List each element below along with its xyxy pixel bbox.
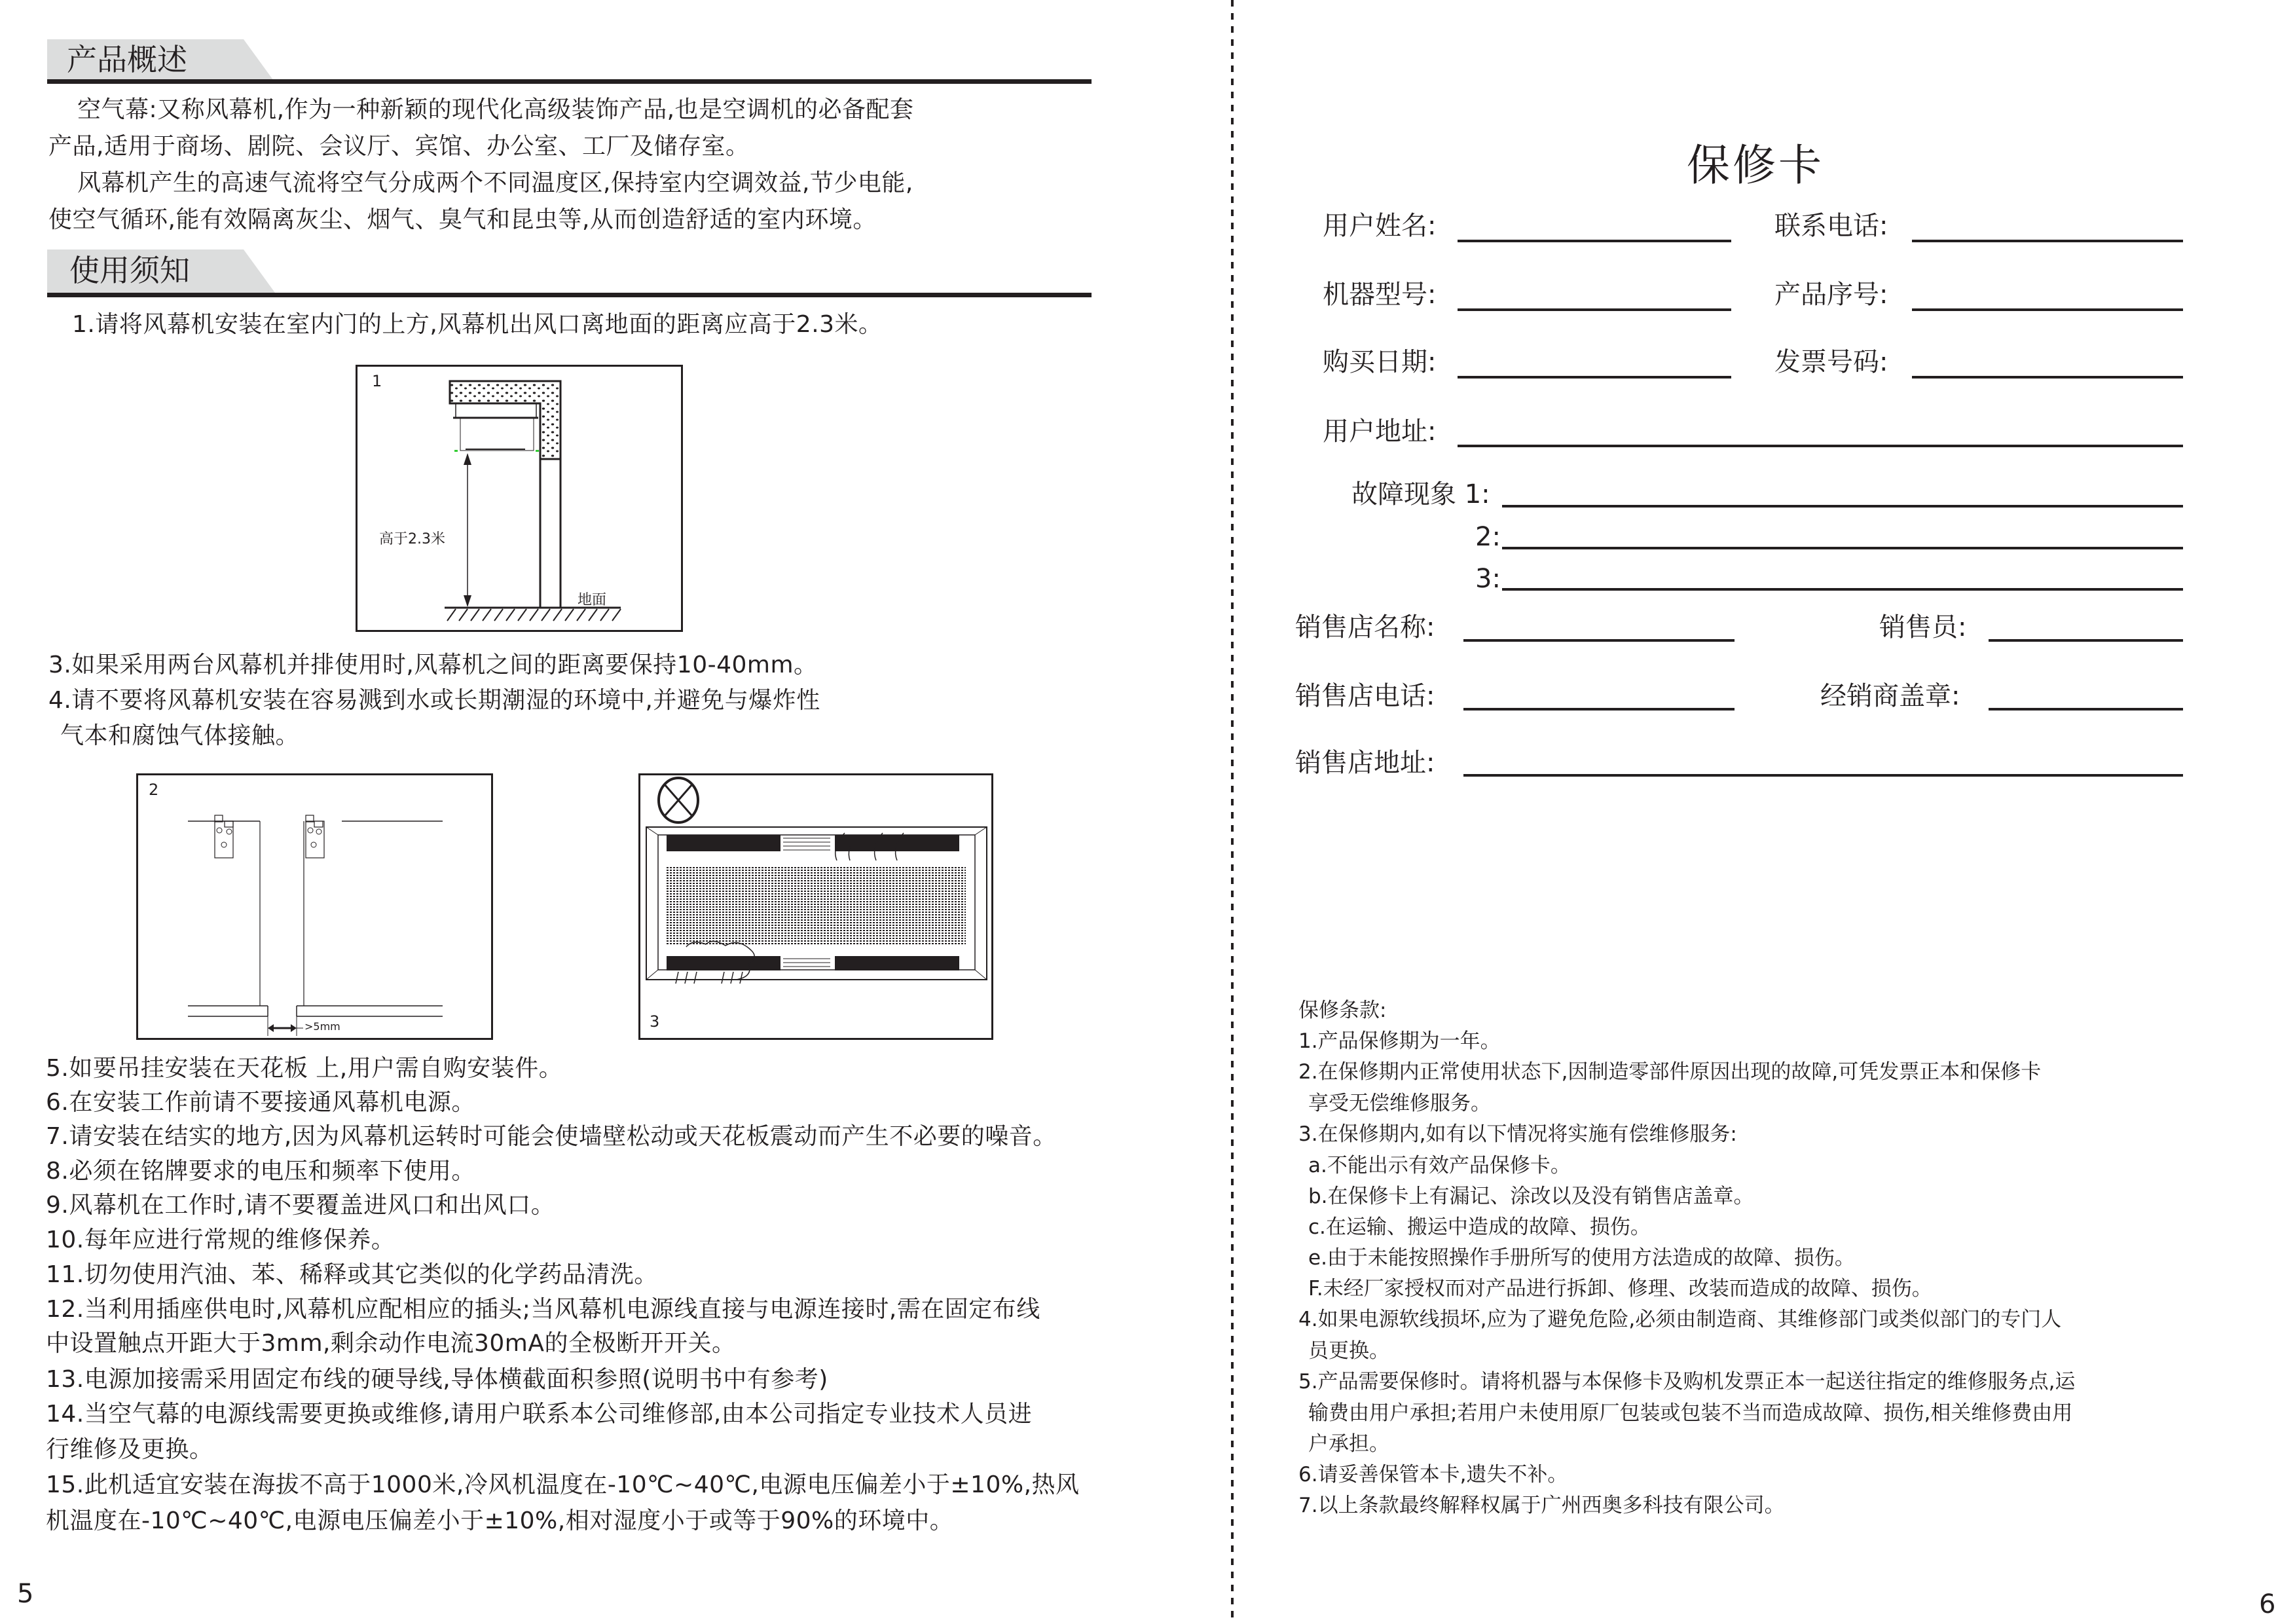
overview-paragraph-line: 产品,适用于商场、剧院、会议厅、宾馆、办公室、工厂及储存室。 [48,133,750,160]
overview-paragraph-line: 使空气循环,能有效隔离灰尘、烟气、臭气和昆虫等,从而创造舒适的室内环境。 [48,206,877,233]
warranty-terms-heading: 保修条款: [1298,999,1387,1022]
fault-3-label: 3: [1475,564,1501,594]
fault-1-field[interactable] [1502,505,2183,507]
warranty-card-title: 保修卡 [1687,140,1824,191]
figure-2-number: 2 [149,781,159,799]
warranty-term: 7.以上条款最终解释权属于广州西奥多科技有限公司。 [1298,1494,1785,1517]
store-phone-field[interactable] [1463,708,1735,710]
warranty-term: 员更换。 [1308,1339,1389,1363]
overview-paragraph-line: 风幕机产生的高速气流将空气分成两个不同温度区,保持室内空调效益,节少电能, [77,170,913,196]
notice-item-4-line2: 气本和腐蚀气体接触。 [60,722,300,749]
serial-label: 产品序号: [1774,280,1888,310]
store-address-label: 销售店地址: [1295,748,1435,778]
user-address-label: 用户地址: [1323,416,1437,447]
figure-1-ground-label: 地面 [578,592,607,608]
notice-item-1: 1.请将风幕机安装在室内门的上方,风幕机出风口离地面的距离应高于2.3米。 [72,311,883,338]
fault-3-field[interactable] [1502,588,2183,591]
notice-item: 15.此机适宜安装在海拔不高于1000米,冷风机温度在-10℃~40℃,电源电压偏差小于±10%,热风 [46,1471,1080,1498]
page-number-left: 5 [17,1579,34,1609]
user-name-field[interactable] [1458,240,1731,242]
purchase-date-field[interactable] [1458,376,1731,378]
figure-1-number: 1 [372,372,382,390]
warranty-term: c.在运输、搬运中造成的故障、损伤。 [1308,1215,1651,1239]
store-name-field[interactable] [1463,639,1735,642]
warranty-term: 输费由用户承担;若用户未使用原厂包装或包装不当而造成故障、损伤,相关维修费由用 [1308,1401,2073,1425]
fault-1-label: 故障现象 1: [1351,479,1490,509]
warranty-term: 享受无偿维修服务。 [1308,1092,1491,1115]
store-name-label: 销售店名称: [1295,612,1435,642]
store-address-field[interactable] [1463,774,2183,777]
invoice-number-label: 发票号码: [1774,347,1888,377]
notice-item-3: 3.如果采用两台风幕机并排使用时,风幕机之间的距离要保持10-40mm。 [48,652,818,678]
contact-phone-label: 联系电话: [1774,211,1888,241]
notice-item: 7.请安装在结实的地方,因为风幕机运转时可能会使墙壁松动或天花板震动而产生不必要的噪音。 [46,1123,1057,1150]
section-rule-overview [47,79,1092,84]
warranty-term: 5.产品需要保修时。请将机器与本保修卡及购机发票正本一起送往指定的维修服务点,运 [1298,1370,2076,1393]
section-rule-notice [47,293,1092,297]
dealer-stamp-label: 经销商盖章: [1820,681,1960,711]
warranty-term: 3.在保修期内,如有以下情况将实施有偿维修服务: [1298,1122,1737,1146]
figure-1-drawing [358,367,681,630]
warranty-term: e.由于未能按照操作手册所写的使用方法造成的故障、损伤。 [1308,1246,1855,1270]
purchase-date-label: 购买日期: [1323,347,1437,377]
figure-2-drawing [138,775,491,1038]
figure-1-install-height [356,365,683,632]
fault-2-field[interactable] [1502,547,2183,549]
contact-phone-field[interactable] [1912,240,2183,242]
figure-3-drawing [640,775,991,1038]
warranty-term: 户承担。 [1308,1432,1389,1456]
warranty-term: F.未经厂家授权而对产品进行拆卸、修理、改装而造成的故障、损伤。 [1308,1277,1932,1301]
notice-item: 10.每年应进行常规的维修保养。 [46,1227,395,1253]
section-heading-overview: 产品概述 [67,42,187,77]
fault-2-label: 2: [1475,522,1501,552]
notice-item-4-line1: 4.请不要将风幕机安装在容易溅到水或长期潮湿的环境中,并避免与爆炸性 [48,687,820,714]
notice-item: 行维修及更换。 [46,1436,213,1463]
model-label: 机器型号: [1323,280,1437,310]
salesperson-field[interactable] [1989,639,2183,642]
notice-item: 11.切勿使用汽油、苯、稀释或其它类似的化学药品清洗。 [46,1261,658,1288]
notice-item: 中设置触点开距大于3mm,剩余动作电流30mA的全极断开开关。 [46,1330,736,1357]
figure-1-height-label: 高于2.3米 [379,531,445,547]
user-name-label: 用户姓名: [1323,211,1437,241]
notice-item: 机温度在-10℃~40℃,电源电压偏差小于±10%,相对湿度小于或等于90%的环境中。 [46,1507,954,1534]
invoice-number-field[interactable] [1912,376,2183,378]
warranty-term: a.不能出示有效产品保修卡。 [1308,1154,1571,1177]
notice-item: 9.风幕机在工作时,请不要覆盖进风口和出风口。 [46,1192,555,1219]
warranty-term: b.在保修卡上有漏记、涂改以及没有销售店盖章。 [1308,1185,1754,1208]
figure-2-spacing [136,773,493,1040]
dealer-stamp-field[interactable] [1989,708,2183,710]
notice-item: 6.在安装工作前请不要接通风幕机电源。 [46,1089,475,1116]
warranty-term: 1.产品保修期为一年。 [1298,1029,1501,1053]
overview-paragraph-line: 空气幕:又称风幕机,作为一种新颖的现代化高级装饰产品,也是空调机的必备配套 [77,96,914,123]
model-field[interactable] [1458,308,1731,311]
page-fold-divider [1231,0,1234,1624]
figure-2-gap-label: >5mm [304,1020,340,1033]
figure-3-no-moisture [638,773,993,1040]
prohibited-icon [659,778,698,822]
section-heading-notice: 使用须知 [69,253,190,288]
notice-item: 5.如要吊挂安装在天花板 上,用户需自购安装件。 [46,1055,563,1082]
store-phone-label: 销售店电话: [1295,681,1435,711]
notice-item: 13.电源加接需采用固定布线的硬导线,导体横截面积参照(说明书中有参考) [46,1366,828,1393]
figure-3-number: 3 [650,1012,660,1031]
page-number-right: 6 [2259,1589,2276,1619]
warranty-term: 4.如果电源软线损坏,应为了避免危险,必须由制造商、其维修部门或类似部门的专门人 [1298,1308,2062,1331]
notice-item: 12.当利用插座供电时,风幕机应配相应的插头;当风幕机电源线直接与电源连接时,需在固定布线 [46,1296,1040,1323]
notice-item: 8.必须在铭牌要求的电压和频率下使用。 [46,1158,475,1185]
warranty-term: 2.在保修期内正常使用状态下,因制造零部件原因出现的故障,可凭发票正本和保修卡 [1298,1060,2042,1084]
salesperson-label: 销售员: [1879,612,1967,642]
user-address-field[interactable] [1458,445,2183,447]
notice-item: 14.当空气幕的电源线需要更换或维修,请用户联系本公司维修部,由本公司指定专业技术人员进 [46,1401,1033,1428]
serial-field[interactable] [1912,308,2183,311]
warranty-term: 6.请妥善保管本卡,遗失不补。 [1298,1463,1568,1486]
